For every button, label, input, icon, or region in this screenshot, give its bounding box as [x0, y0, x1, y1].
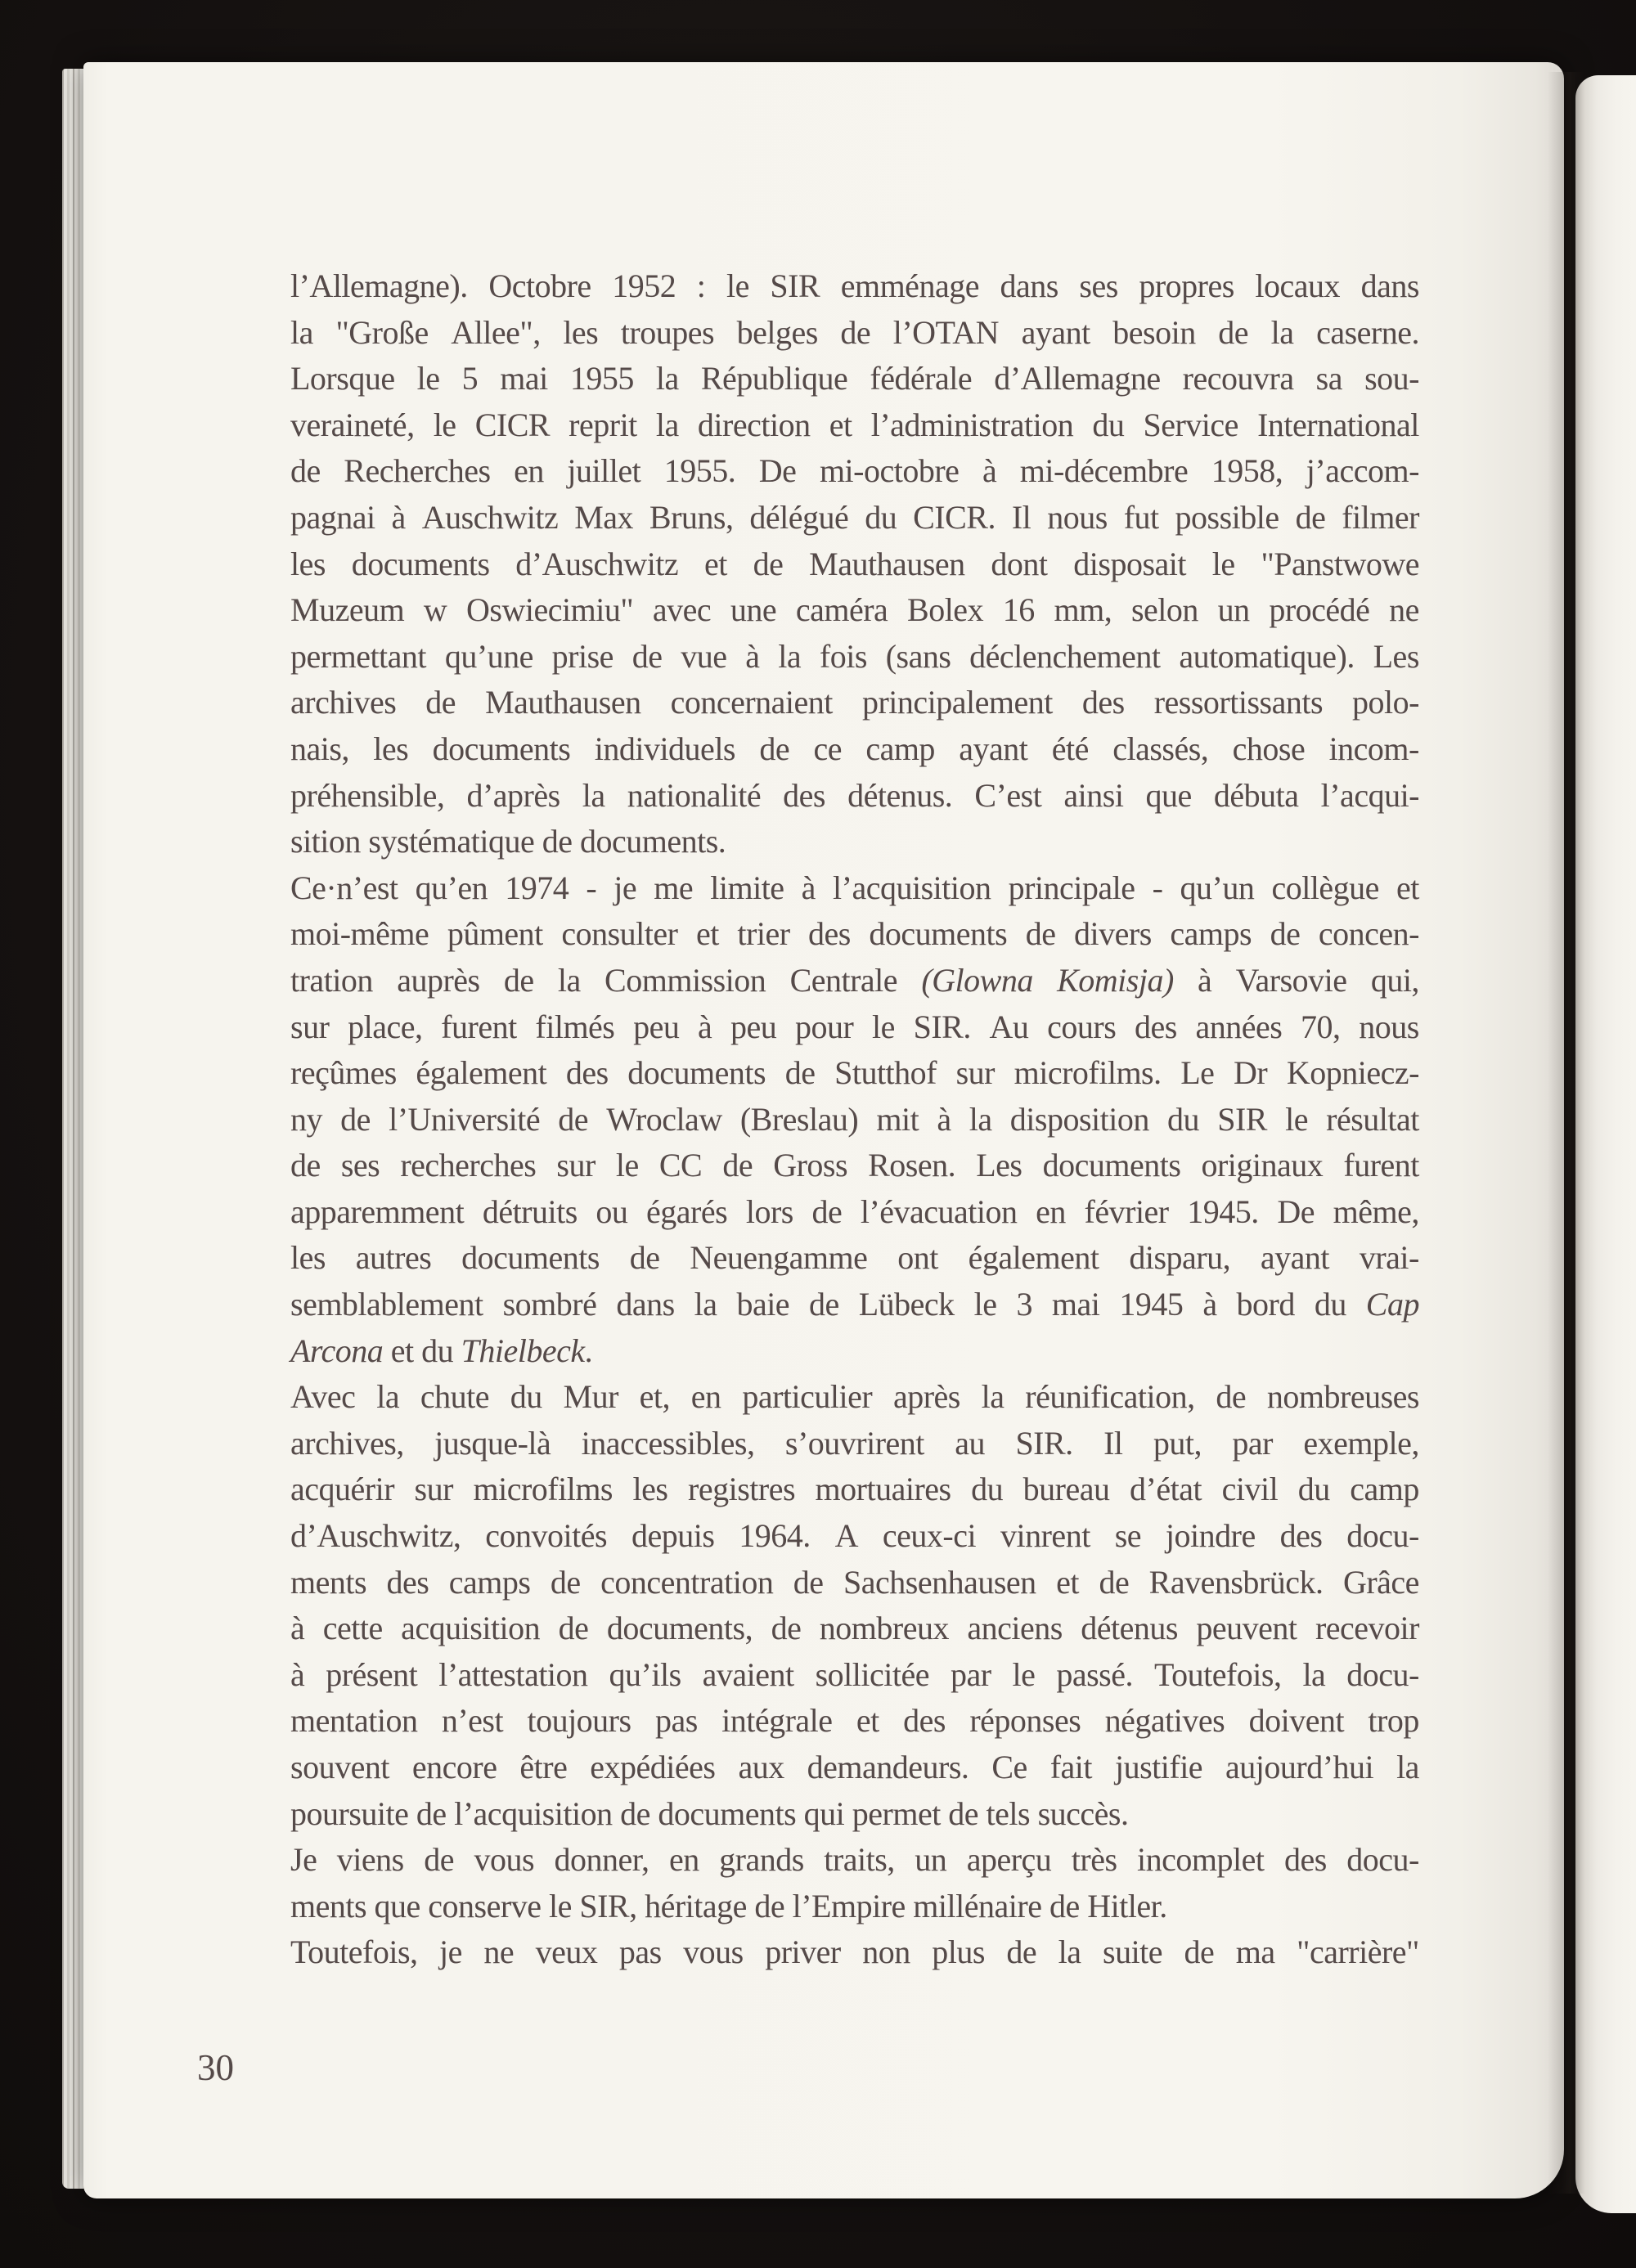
text-line: Arcona et du Thielbeck.	[290, 1332, 593, 1369]
facing-page-edge	[1575, 75, 1636, 2213]
text-line: mentation n’est toujours pas intégrale et des réponses négatives doivent trop	[290, 1702, 1419, 1740]
text-line: permettant qu’une prise de vue à la fois (sans déclenchement automatique). Les	[290, 637, 1419, 675]
text-line: Avec la chute du Mur et, en particulier après la réunification, de nombreuses	[290, 1378, 1419, 1416]
text-line: Muzeum w Oswiecimiu" avec une caméra Bolex 16 mm, selon un procédé ne	[290, 591, 1419, 629]
text-line: Je viens de vous donner, en grands traits, un aperçu très incomplet des docu-	[290, 1841, 1419, 1879]
text-line: nais, les documents individuels de ce camp ayant été classés, chose incom-	[290, 730, 1419, 767]
text-line: à cette acquisition de documents, de nombreux anciens détenus peuvent recevoir	[290, 1610, 1419, 1647]
text-line: à présent l’attestation qu’ils avaient sollicitée par le passé. Toutefois, la docu-	[290, 1655, 1419, 1693]
text-line: semblablement sombré dans la baie de Lübeck le 3 mai 1945 à bord du Cap	[290, 1286, 1419, 1323]
text-line: les autres documents de Neuengamme ont également disparu, ayant vrai-	[290, 1239, 1419, 1277]
text-line: archives, jusque-là inaccessibles, s’ouvrirent au SIR. Il put, par exemple,	[290, 1424, 1419, 1462]
text-line: tration auprès de la Commission Centrale (Glowna Komisja) à Varsovie qui,	[290, 961, 1419, 999]
text-line: de ses recherches sur le CC de Gross Rosen. Les documents originaux furent	[290, 1147, 1419, 1184]
text-line: l’Allemagne). Octobre 1952 : le SIR emménage dans ses propres locaux dans	[290, 267, 1419, 304]
text-line: préhensible, d’après la nationalité des détenus. C’est ainsi que débuta l’acqui-	[290, 776, 1419, 814]
text-line: sur place, furent filmés peu à peu pour le SIR. Au cours des années 70, nous	[290, 1008, 1419, 1045]
text-line: Ce·n’est qu’en 1974 - je me limite à l’acquisition principale - qu’un collègue et	[290, 869, 1419, 906]
text-line: acquérir sur microfilms les registres mortuaires du bureau d’état civil du camp	[290, 1471, 1419, 1508]
text-line: les documents d’Auschwitz et de Mauthausen dont disposait le "Panstwowe	[290, 545, 1419, 582]
page-number: 30	[197, 2047, 234, 2088]
text-line: pagnai à Auschwitz Max Bruns, délégué du CICR. Il nous fut possible de filmer	[290, 498, 1419, 536]
text-line: sition systématique de documents.	[290, 823, 726, 860]
text-line: de Recherches en juillet 1955. De mi-octobre à mi-décembre 1958, j’accom-	[290, 452, 1419, 490]
text-line: reçûmes également des documents de Stutthof sur microfilms. Le Dr Kopniecz-	[290, 1054, 1419, 1092]
text-line: moi-même pûment consulter et trier des documents de divers camps de concen-	[290, 915, 1419, 953]
text-line: poursuite de l’acquisition de documents qui permet de tels succès.	[290, 1794, 1129, 1832]
book-page	[83, 62, 1564, 2198]
text-line: la "Große Allee", les troupes belges de l’OTAN ayant besoin de la caserne.	[290, 313, 1419, 351]
text-line: veraineté, le CICR reprit la direction et l’administration du Service International	[290, 406, 1419, 443]
text-line: apparemment détruits ou égarés lors de l’évacuation en février 1945. De même,	[290, 1192, 1419, 1230]
text-line: souvent encore être expédiées aux demandeurs. Ce fait justifie aujourd’hui la	[290, 1749, 1419, 1785]
text-line: d’Auschwitz, convoités depuis 1964. A ceux-ci vinrent se joindre des docu-	[290, 1517, 1419, 1555]
text-line: Toutefois, je ne veux pas vous priver non plus de la suite de ma "carrière"	[290, 1933, 1419, 1971]
text-line: Lorsque le 5 mai 1955 la République fédérale d’Allemagne recouvra sa sou-	[290, 360, 1419, 397]
text-line: ny de l’Université de Wroclaw (Breslau) mit à la disposition du SIR le résultat	[290, 1100, 1419, 1138]
text-line: archives de Mauthausen concernaient principalement des ressortissants polo-	[290, 684, 1419, 721]
text-line: ments des camps de concentration de Sachsenhausen et de Ravensbrück. Grâce	[290, 1563, 1419, 1601]
text-line: ments que conserve le SIR, héritage de l’Empire millénaire de Hitler.	[290, 1887, 1167, 1924]
page-text-block	[290, 263, 1419, 1976]
